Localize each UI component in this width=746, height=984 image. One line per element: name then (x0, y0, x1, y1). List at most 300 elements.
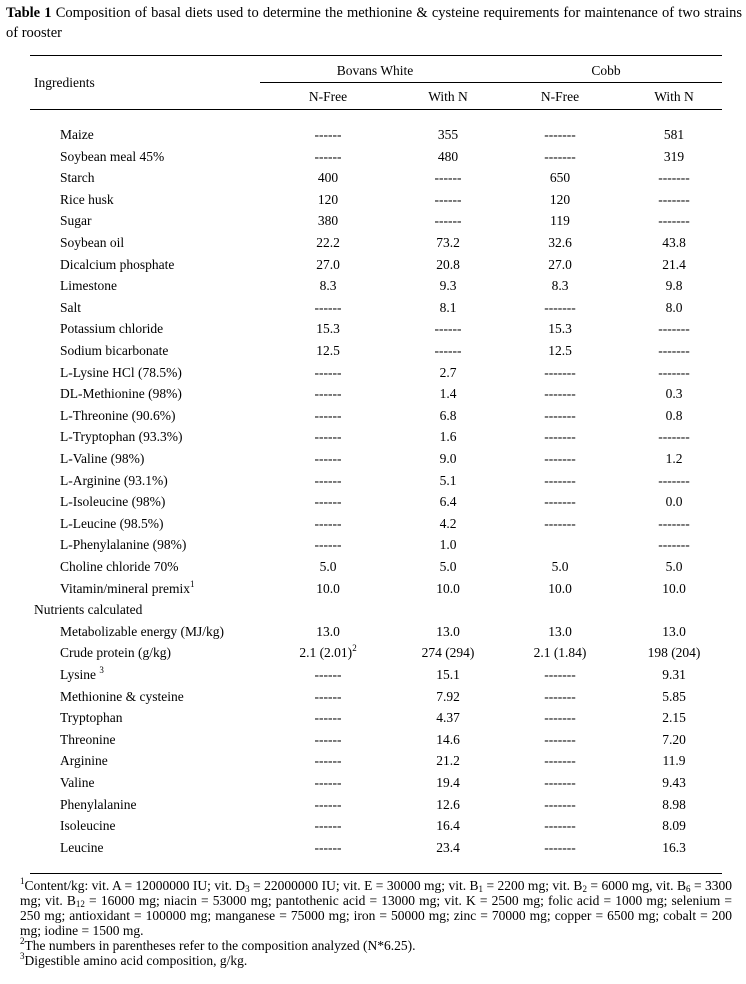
cell-value: 380 (317, 213, 339, 229)
cell-value: 13.0 (548, 623, 572, 639)
table-row (0, 774, 746, 792)
cell-value: 22.2 (316, 235, 340, 250)
cell-value: 6.4 (439, 494, 457, 510)
row-label-text: L-Valine (98%) (60, 451, 145, 466)
table-cell (510, 623, 610, 641)
table-cell (398, 191, 498, 209)
table-cell (398, 666, 498, 684)
table-row (0, 515, 746, 533)
table-cell (398, 817, 498, 835)
row-label-text: DL-Methionine (98%) (60, 386, 182, 402)
footnote-marker: 3 (99, 665, 104, 675)
table-cell (510, 839, 610, 857)
cell-value: 9.3 (439, 278, 457, 294)
table-cell (398, 407, 498, 425)
row-label-text: L-Isoleucine (98%) (60, 494, 166, 510)
table-cell (510, 731, 610, 749)
table-cell (278, 731, 378, 749)
row-label (60, 191, 114, 209)
row-label-text: Salt (60, 299, 82, 315)
subscript: 1 (478, 884, 484, 894)
cell-value: ------- (544, 429, 576, 445)
table-cell (624, 212, 724, 230)
table-cell (278, 428, 378, 446)
row-label (60, 752, 108, 770)
table-cell (398, 709, 498, 727)
table-cell (398, 688, 498, 706)
cell-value: 8.98 (662, 796, 686, 812)
table-row (0, 623, 746, 641)
table-cell (624, 493, 724, 511)
table-cell (278, 817, 378, 835)
row-label (60, 342, 168, 360)
cell-value: ------- (658, 170, 690, 186)
table-cell (510, 580, 610, 598)
table-row (0, 428, 746, 446)
cell-value: ------- (544, 796, 576, 812)
row-label-text: Maize (60, 127, 94, 142)
table-row (0, 299, 746, 317)
cell-value: 400 (317, 170, 339, 186)
footnote-text: = 3300 mg; vit. B (20, 878, 733, 908)
cell-value: ------- (544, 818, 576, 834)
row-label-text: Crude protein (g/kg) (60, 645, 171, 661)
cell-value: 7.20 (662, 731, 686, 747)
table-cell (398, 515, 498, 533)
table-cell (278, 407, 378, 425)
table-cell (278, 234, 378, 252)
table-cell (624, 731, 724, 749)
cell-value: 480 (437, 148, 459, 164)
cell-value: ------ (314, 688, 342, 704)
cell-value: 5.0 (439, 559, 457, 574)
cell-value: 21.4 (662, 256, 686, 272)
table-cell (624, 407, 724, 425)
cell-value: ------ (314, 731, 342, 747)
table-cell (510, 342, 610, 360)
table-cell (624, 342, 724, 360)
cell-value: ------- (544, 753, 576, 769)
cell-value: ------- (544, 710, 576, 726)
table-cell (278, 644, 378, 662)
row-label (60, 558, 178, 576)
row-label-text: Vitamin/mineral premix (60, 580, 191, 596)
table-cell (624, 558, 724, 576)
cell-value: 9.0 (439, 451, 457, 466)
cell-value: ------- (544, 775, 576, 790)
row-label (60, 580, 195, 598)
table-cell (624, 623, 724, 641)
table-cell (510, 644, 610, 662)
table-row (0, 839, 746, 857)
table-cell (624, 774, 724, 792)
cell-value: 10.0 (436, 580, 460, 596)
table-cell (510, 515, 610, 533)
table-cell (398, 580, 498, 598)
row-label (60, 623, 224, 641)
cell-value: 32.6 (548, 235, 572, 250)
cell-value: ------ (314, 494, 342, 510)
row-label (60, 364, 182, 382)
table-cell (398, 148, 498, 166)
table-cell (624, 299, 724, 317)
row-label-text: Metabolizable energy (MJ/kg) (60, 623, 224, 639)
row-label (60, 299, 81, 317)
table-row (0, 320, 746, 338)
cell-value: 8.3 (551, 278, 569, 294)
row-label-text: Lysine (60, 667, 100, 682)
table-cell (278, 493, 378, 511)
cell-value: 8.0 (665, 299, 683, 315)
footnote (20, 953, 732, 968)
subscript: 12 (75, 899, 85, 909)
table-cell (510, 191, 610, 209)
cell-value: 2.1 (2.01) (299, 645, 353, 661)
cell-value: ------- (544, 386, 576, 402)
table-cell (398, 450, 498, 468)
table-cell (398, 299, 498, 317)
table-cell (510, 666, 610, 684)
row-label-text: Sodium bicarbonate (60, 343, 169, 358)
table-cell (624, 126, 724, 144)
cell-value: ------- (658, 472, 690, 488)
cell-value: 9.8 (665, 278, 683, 294)
cell-value: 4.37 (436, 710, 460, 726)
cell-value: 2.7 (439, 364, 457, 380)
table-cell (278, 385, 378, 403)
table-cell (398, 774, 498, 792)
cell-value: ------- (544, 148, 576, 164)
footnote-text: = 6000 mg, vit. B (586, 878, 687, 893)
cell-value: ------ (434, 191, 462, 207)
cell-value: ------ (434, 170, 462, 186)
cell-value: ------ (314, 364, 342, 380)
cell-value: 274 (294) (421, 645, 475, 661)
row-label-text: Potassium chloride (60, 321, 164, 337)
top-rule (30, 55, 722, 56)
table-row (0, 752, 746, 770)
footnote-marker: 1 (190, 578, 195, 589)
cell-value: ------ (314, 407, 342, 423)
cell-value: ------- (544, 731, 576, 747)
table-cell (278, 450, 378, 468)
header-subcol: N-Free (308, 89, 348, 104)
cell-value: 650 (549, 170, 571, 186)
cell-value: ------- (658, 343, 690, 358)
row-label (60, 666, 104, 684)
header-rule (30, 109, 722, 110)
cell-value: ------ (314, 148, 342, 164)
footnote-marker: 1 (20, 876, 25, 886)
row-label-text: Methionine & cysteine (60, 688, 184, 704)
table-cell (510, 493, 610, 511)
row-label-text: Tryptophan (60, 710, 123, 726)
row-label (60, 126, 94, 144)
footnote-text: = 2200 mg; vit. B (483, 878, 583, 893)
header-subcol: With N (654, 89, 694, 104)
table-row (0, 709, 746, 727)
cell-value: 15.3 (316, 321, 340, 337)
table-cell (278, 169, 378, 187)
table-row (0, 644, 746, 662)
cell-value: ------ (314, 472, 342, 488)
table-cell (624, 148, 724, 166)
table-cell (398, 234, 498, 252)
table-row (0, 191, 746, 209)
cell-value: 21.2 (436, 753, 460, 769)
header-subcol: N-Free (540, 89, 580, 104)
table-cell (278, 796, 378, 814)
table-cell (624, 428, 724, 446)
cell-value: ------ (314, 753, 342, 769)
table-cell (624, 450, 724, 468)
row-label (60, 169, 95, 187)
cell-value: 16.3 (662, 839, 686, 855)
cell-value: ------ (314, 386, 342, 402)
table-cell (510, 385, 610, 403)
table-cell (624, 234, 724, 252)
table-cell (510, 428, 610, 446)
cell-value: ------- (544, 494, 576, 510)
table-cell (624, 796, 724, 814)
table-cell (510, 148, 610, 166)
cell-value: ------ (434, 343, 462, 358)
table-cell (278, 126, 378, 144)
row-label-text: Arginine (60, 753, 108, 769)
table-cell (624, 515, 724, 533)
cell-value: ------- (544, 839, 576, 855)
row-label (34, 601, 142, 619)
cell-value: 10.0 (316, 580, 340, 596)
table-cell (624, 644, 724, 662)
table-cell (398, 796, 498, 814)
table-cell (278, 709, 378, 727)
table-cell (398, 169, 498, 187)
section-heading-row (0, 601, 746, 619)
cell-value: 119 (550, 213, 570, 229)
cell-value: ------ (314, 515, 342, 531)
cell-value: 9.31 (662, 667, 686, 682)
cell-value: ------ (314, 818, 342, 834)
row-label-text: L-Leucine (98.5%) (60, 515, 164, 531)
cell-value: 2.15 (662, 710, 686, 726)
row-label-text: Starch (60, 170, 95, 186)
cell-value: ------ (314, 537, 342, 553)
table-cell (398, 277, 498, 295)
table-cell (510, 688, 610, 706)
cell-value: 19.4 (436, 775, 460, 790)
table-cell (398, 342, 498, 360)
row-label (60, 148, 164, 166)
cell-value: 5.0 (551, 559, 569, 574)
cell-value: ------- (658, 364, 690, 380)
table-cell (278, 191, 378, 209)
table-cell (510, 169, 610, 187)
cell-value: 12.6 (436, 796, 460, 812)
table-cell (624, 364, 724, 382)
table-label: Table 1 (6, 5, 52, 21)
cell-value: ------- (658, 321, 690, 337)
table-row (0, 148, 746, 166)
row-label (60, 234, 124, 252)
table-cell (624, 256, 724, 274)
table-cell (510, 817, 610, 835)
cell-value: 7.92 (436, 688, 460, 704)
table-caption (6, 3, 742, 43)
cell-value: ------ (434, 213, 462, 229)
table-cell (278, 774, 378, 792)
cell-value: ------- (544, 688, 576, 704)
table-row (0, 450, 746, 468)
table-cell (624, 536, 724, 554)
cell-value: 120 (549, 191, 571, 207)
table-row (0, 493, 746, 511)
table-cell (398, 428, 498, 446)
table-cell (510, 299, 610, 317)
table-cell (278, 342, 378, 360)
cell-value: 1.2 (665, 451, 683, 466)
table-row (0, 472, 746, 490)
cell-value: 0.3 (665, 386, 683, 402)
table-row (0, 796, 746, 814)
cell-value: ------ (314, 839, 342, 855)
table-cell (278, 558, 378, 576)
table-cell (278, 752, 378, 770)
table-cell (398, 731, 498, 749)
cell-value: 12.5 (548, 343, 572, 358)
table-row (0, 558, 746, 576)
table-row (0, 234, 746, 252)
table-row (0, 536, 746, 554)
table-cell (398, 493, 498, 511)
row-label (60, 515, 163, 533)
cell-value: 13.0 (316, 623, 340, 639)
row-label (60, 212, 92, 230)
row-label (60, 428, 183, 446)
table-cell (624, 817, 724, 835)
cell-value: ------- (658, 537, 690, 553)
cell-value: 355 (437, 127, 459, 142)
cell-value: ------- (658, 191, 690, 207)
cell-value: 14.6 (436, 731, 460, 747)
table-cell (510, 364, 610, 382)
cell-value: 11.9 (662, 753, 686, 769)
row-label (60, 256, 174, 274)
cell-value: ------ (314, 451, 342, 466)
cell-value: ------- (658, 213, 690, 229)
row-label (60, 731, 115, 749)
footnote (20, 878, 732, 938)
cell-value: 198 (204) (647, 645, 701, 661)
table-cell (398, 256, 498, 274)
table-cell (398, 839, 498, 857)
table-cell (398, 320, 498, 338)
cell-value: 20.8 (436, 256, 460, 272)
cell-value: ------ (314, 667, 342, 682)
table-row (0, 580, 746, 598)
table-cell (278, 148, 378, 166)
table-cell (278, 472, 378, 490)
table-cell (398, 472, 498, 490)
cell-value: ------ (314, 775, 342, 790)
subscript: 2 (582, 884, 587, 894)
table-cell (510, 234, 610, 252)
cell-value: ------ (314, 299, 342, 315)
table-cell (278, 623, 378, 641)
table-cell (398, 558, 498, 576)
row-label-text: L-Arginine (93.1%) (60, 472, 168, 488)
row-label-text: L-Threonine (90.6%) (60, 407, 176, 423)
footnote-text: = 16000 mg; niacin = 53000 mg; pantothenic acid = 13000 mg; vit. K = 2500 mg; folic acid = 1000 mg; selenium = 250 mg; antioxidant = 100000 mg; manganese = 75000 mg; iron = 50000 mg; zinc = 70000 mg; copper = 6500 mg; cobalt = 200 mg; iodine = 1500 mg. (20, 893, 732, 938)
row-label-text: Choline chloride 70% (60, 559, 179, 574)
cell-value: 0.8 (665, 407, 683, 423)
cell-value: 27.0 (316, 256, 340, 272)
cell-value: 8.09 (662, 818, 686, 834)
table-row (0, 212, 746, 230)
cell-value: ------- (544, 407, 576, 423)
cell-value: 10.0 (662, 580, 686, 596)
table-cell (624, 385, 724, 403)
row-label-text: Limestone (60, 278, 117, 294)
table-cell (624, 277, 724, 295)
footnotes (20, 878, 732, 968)
table-row (0, 342, 746, 360)
table-row (0, 277, 746, 295)
footnote-marker: 2 (20, 936, 25, 946)
table-cell (278, 580, 378, 598)
table-cell (278, 364, 378, 382)
row-label-text: Rice husk (60, 191, 114, 207)
table-cell (510, 796, 610, 814)
row-label (60, 774, 95, 792)
table-cell (510, 450, 610, 468)
table-cell (624, 709, 724, 727)
table-cell (624, 320, 724, 338)
cell-value: 1.4 (439, 386, 457, 402)
cell-value: 1.0 (439, 537, 457, 553)
cell-value: 2.1 (1.84) (533, 645, 587, 661)
footnote-text: The numbers in parentheses refer to the composition analyzed (N*6.25). (24, 938, 416, 953)
cell-value: 12.5 (316, 343, 340, 358)
table-cell (398, 126, 498, 144)
cell-value: 13.0 (662, 623, 686, 639)
table-row (0, 666, 746, 684)
cell-value: ------- (544, 667, 576, 682)
table-row (0, 385, 746, 403)
row-label-text: Dicalcium phosphate (60, 256, 175, 272)
caption-text: Composition of basal diets used to determine the methionine & cysteine requirements for maintenance of two strains of rooster (6, 5, 742, 41)
row-label-text: Leucine (60, 839, 104, 855)
table-cell (278, 299, 378, 317)
table-cell (278, 212, 378, 230)
footnote-text: Digestible amino acid composition, g/kg. (24, 953, 248, 968)
row-label-text: Valine (60, 775, 95, 790)
table-cell (278, 688, 378, 706)
table-cell (398, 212, 498, 230)
table-row (0, 688, 746, 706)
row-label-text: Phenylalanine (60, 796, 137, 812)
table-cell (624, 839, 724, 857)
table-cell (278, 666, 378, 684)
table-cell (398, 536, 498, 554)
cell-value: 4.2 (439, 515, 457, 531)
table-cell (624, 752, 724, 770)
table-cell (510, 256, 610, 274)
cell-value: ------- (658, 429, 690, 445)
table-cell (624, 688, 724, 706)
cell-value: ------- (544, 127, 576, 142)
header-group-bovans-white: Bovans White (336, 63, 414, 78)
